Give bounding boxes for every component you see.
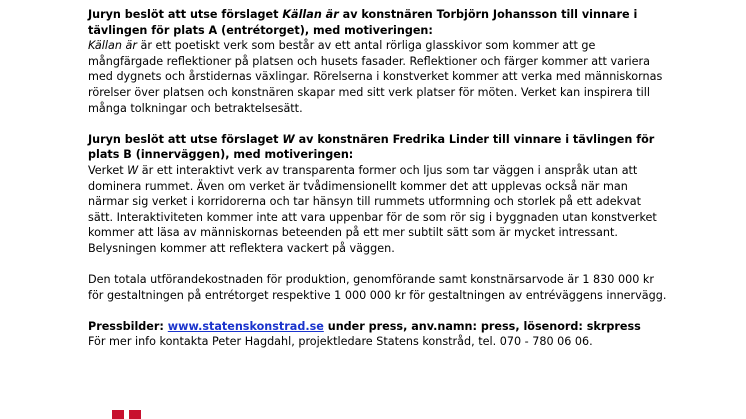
logo xyxy=(112,410,158,419)
press-credentials: under press, anv.namn: press, lösenord: skrpress xyxy=(323,319,641,333)
press-images-line xyxy=(88,319,668,335)
heading-text: Juryn beslöt att utse förslaget xyxy=(88,132,283,146)
website-link[interactable]: www.statenskonstrad.se xyxy=(167,319,324,333)
section-b-heading xyxy=(88,132,668,163)
artwork-title: W xyxy=(127,163,139,177)
heading-text: av konstnären Fredrika Linder till vinnare i tävlingen för plats B (innerväggen), med motiveringen: xyxy=(88,132,655,162)
section-b-body xyxy=(88,163,668,257)
heading-text: Juryn beslöt att utse förslaget xyxy=(88,8,283,21)
section-a-heading xyxy=(88,7,668,38)
artwork-title: Källan är xyxy=(282,8,339,21)
costs-paragraph: Den totala utförandekostnaden för produktion, genomförande samt konstnärsarvode är 1 830 000 kr för gestaltningen på entrétorget respektive 1 000 000 kr för gestaltningen av entréväggens innervägg. xyxy=(88,273,667,302)
body-text: Verket xyxy=(88,163,128,177)
press-label: Pressbilder: xyxy=(88,319,168,333)
body-text: är ett interaktivt verk av transparenta former och ljus som tar väggen i anspråk utan att dominera rummet. Även om verket är tvådimensionellt kommer det att upplevas också när man närmar sig verket i korridorerna och tar hänsyn till rummets utformning och storlek på ett adekvat sätt. Interaktiviteten kommer inte att vara uppenbar för de som rör sig i byggnaden utan konstverket kommer att läsa av människornas beteenden på ett mer subtilt sätt som är mycket intressant. Belysningen kommer att reflektera vackert på väggen. xyxy=(88,163,657,255)
heading-text: av konstnären Torbjörn Johansson till vinnare i tävlingen för plats A (entrétorget), med motiveringen: xyxy=(88,8,638,37)
artwork-title: W xyxy=(282,132,295,146)
contact-line: För mer info kontakta Peter Hagdahl, projektledare Statens konstråd, tel. 070 - 780 06 06. xyxy=(88,335,593,349)
artwork-title: Källan är xyxy=(88,39,137,53)
press-release-body xyxy=(88,7,668,350)
body-text: är ett poetiskt verk som består av ett antal rörliga glasskivor som kommer att ge mångfärgade reflektioner på platsen och husets fasader. Reflektioner och färger kommer att variera med dygnets och årstidernas växlingar. Rörelserna i konstverket kommer att verka med människornas rörelser över platsen och konstnären skapar med sitt verk platser för möten. Verket kan inspirera till många tolkningar och betraktelsesätt. xyxy=(88,39,663,115)
section-a-body xyxy=(88,38,668,116)
